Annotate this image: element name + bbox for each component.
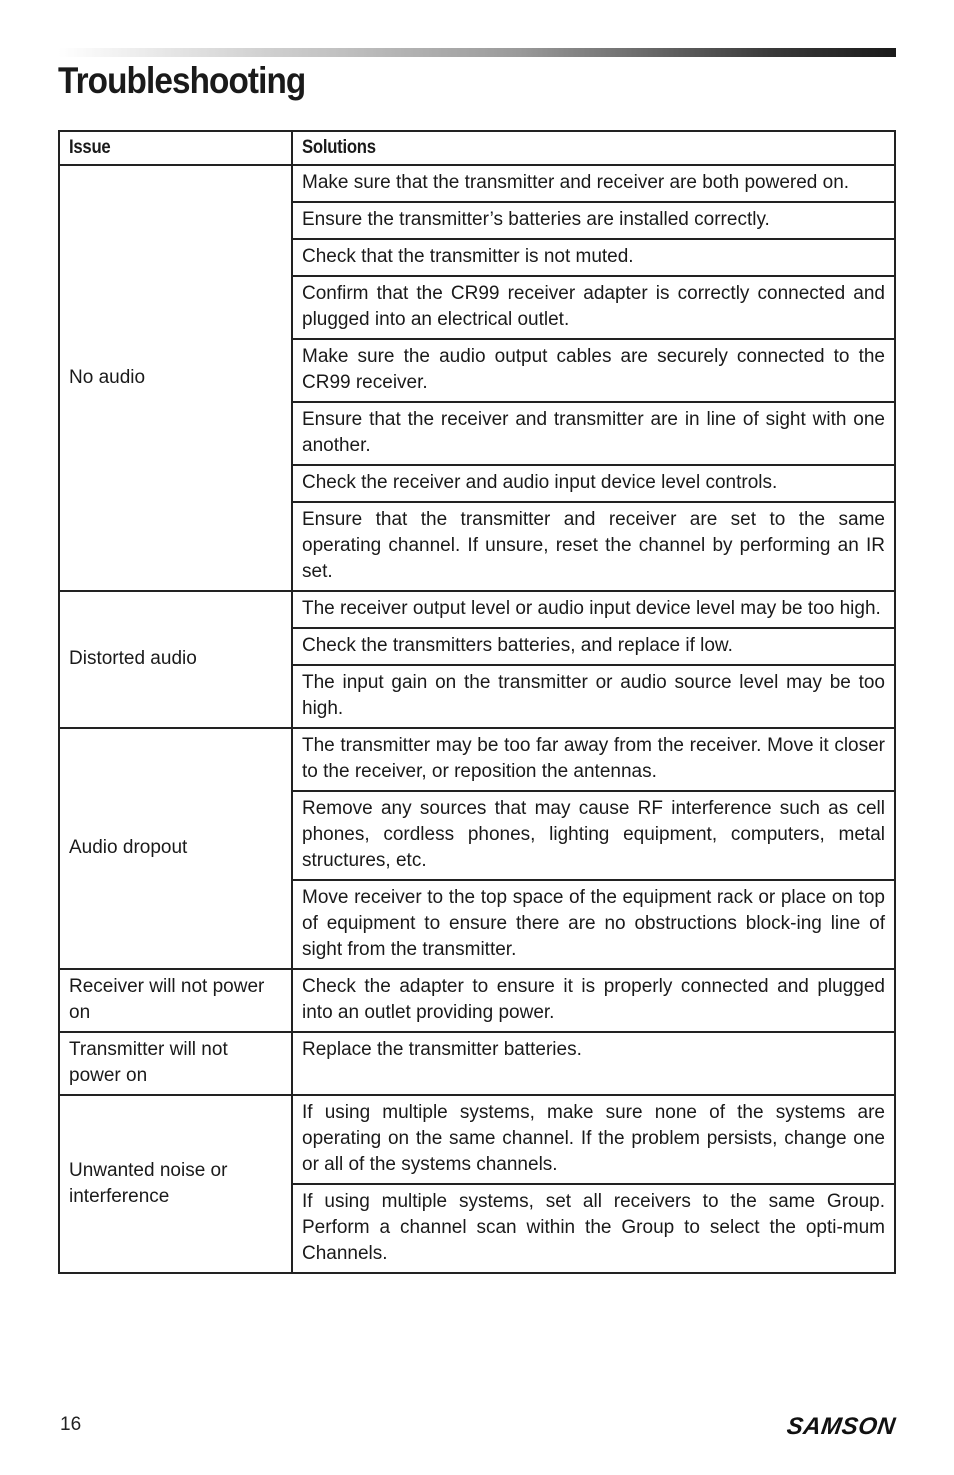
issue-cell: Unwanted noise or interference <box>59 1095 292 1273</box>
table-row <box>59 591 895 628</box>
table-row <box>59 728 895 791</box>
issue-cell: Transmitter will not power on <box>59 1032 292 1095</box>
solutions-column-header: Solutions <box>292 131 895 165</box>
solution-cell: The input gain on the transmitter or audio source level may be too high. <box>292 665 895 728</box>
samson-logo: SAMSON <box>784 1413 897 1440</box>
issue-cell: Receiver will not power on <box>59 969 292 1032</box>
solution-cell: Check the transmitters batteries, and replace if low. <box>292 628 895 665</box>
table-row <box>59 165 895 202</box>
solution-cell: The receiver output level or audio input device level may be too high. <box>292 591 895 628</box>
solution-cell: Remove any sources that may cause RF interference such as cell phones, cordless phones, lighting equipment, computers, metal structures, etc. <box>292 791 895 880</box>
page-title: Troubleshooting <box>58 60 306 101</box>
solution-cell: Make sure the audio output cables are securely connected to the CR99 receiver. <box>292 339 895 402</box>
solution-cell: Ensure that the transmitter and receiver are set to the same operating channel. If unsure, reset the channel by performing an IR set. <box>292 502 895 591</box>
solution-cell: If using multiple systems, set all receivers to the same Group. Perform a channel scan within the Group to select the opti-mum Channels. <box>292 1184 895 1273</box>
table-row <box>59 1032 895 1095</box>
solution-cell: Move receiver to the top space of the equipment rack or place on top of equipment to ensure there are no obstructions block-ing line of sight from the transmitter. <box>292 880 895 969</box>
page-number: 16 <box>60 1414 82 1435</box>
issue-cell: Audio dropout <box>59 728 292 969</box>
solution-cell: Replace the transmitter batteries. <box>292 1032 895 1095</box>
table-header-row <box>59 131 895 165</box>
solution-cell: Make sure that the transmitter and receiver are both powered on. <box>292 165 895 202</box>
issue-cell: Distorted audio <box>59 591 292 728</box>
solution-cell: If using multiple systems, make sure none of the systems are operating on the same channel. If the problem persists, change one or all of the systems channels. <box>292 1095 895 1184</box>
table-row <box>59 1095 895 1184</box>
solution-cell: Check the adapter to ensure it is properly connected and plugged into an outlet providing power. <box>292 969 895 1032</box>
solution-cell: Ensure that the receiver and transmitter are in line of sight with one another. <box>292 402 895 465</box>
header-gradient-rule <box>58 48 896 57</box>
solution-cell: Check that the transmitter is not muted. <box>292 239 895 276</box>
issue-column-header: Issue <box>59 131 292 165</box>
issue-cell: No audio <box>59 165 292 591</box>
solution-cell: The transmitter may be too far away from the receiver. Move it closer to the receiver, or reposition the antennas. <box>292 728 895 791</box>
solution-cell: Ensure the transmitter’s batteries are installed correctly. <box>292 202 895 239</box>
troubleshooting-table <box>58 130 896 1274</box>
solution-cell: Check the receiver and audio input device level controls. <box>292 465 895 502</box>
table-row <box>59 969 895 1032</box>
solution-cell: Confirm that the CR99 receiver adapter is correctly connected and plugged into an electrical outlet. <box>292 276 895 339</box>
